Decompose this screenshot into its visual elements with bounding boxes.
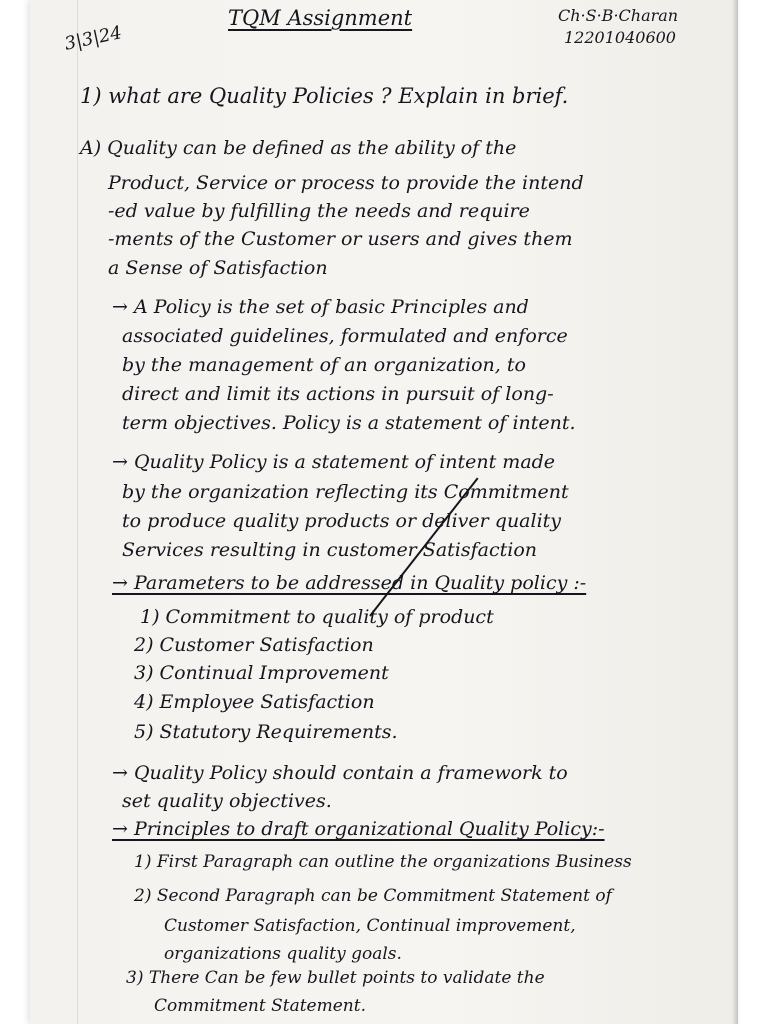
student-name: Ch·S·B·Charan — [558, 6, 679, 25]
parameter-item: 1) Commitment to quality of product — [140, 606, 494, 628]
answer-line: A) Quality can be defined as the ability of the — [80, 137, 517, 159]
parameter-item: 3) Continual Improvement — [134, 662, 389, 684]
notebook-page — [30, 0, 738, 1024]
answer-line: -ments of the Customer or users and gives them — [108, 228, 573, 250]
quality-policy-line: by the organization reflecting its Commitment — [122, 481, 569, 503]
answer-line: Product, Service or process to provide the intend — [108, 172, 584, 194]
policy-line: → A Policy is the set of basic Principles and — [112, 296, 529, 318]
question-text: 1) what are Quality Policies ? Explain in brief. — [80, 84, 569, 108]
assignment-title: TQM Assignment — [228, 6, 413, 30]
principle-item: 2) Second Paragraph can be Commitment Statement of — [134, 886, 612, 906]
framework-line: set quality objectives. — [122, 790, 332, 812]
policy-line: direct and limit its actions in pursuit of long- — [122, 383, 554, 405]
parameter-item: 2) Customer Satisfaction — [134, 634, 374, 656]
policy-line: by the management of an organization, to — [122, 354, 526, 376]
roll-number: 12201040600 — [564, 28, 676, 47]
principles-heading: → Principles to draft organizational Quality Policy:- — [112, 818, 605, 840]
quality-policy-line: → Quality Policy is a statement of intent made — [112, 451, 556, 473]
answer-line: a Sense of Satisfaction — [108, 257, 328, 279]
quality-policy-line: to produce quality products or deliver quality — [122, 510, 562, 532]
policy-line: term objectives. Policy is a statement of intent. — [122, 412, 576, 434]
parameter-item: 5) Statutory Requirements. — [134, 721, 398, 743]
framework-line: → Quality Policy should contain a framework to — [112, 762, 568, 784]
date: 3|3|24 — [62, 22, 124, 55]
page-edge-shadow — [732, 0, 738, 1024]
parameters-heading: → Parameters to be addressed in Quality policy :- — [112, 572, 587, 594]
principle-item: 1) First Paragraph can outline the organizations Business — [134, 852, 632, 872]
principle-item: organizations quality goals. — [164, 944, 402, 964]
parameter-item: 4) Employee Satisfaction — [134, 691, 375, 713]
principle-item: Customer Satisfaction, Continual improvement, — [164, 916, 576, 936]
quality-policy-line: Services resulting in customer Satisfaction — [122, 539, 538, 561]
principle-item: Commitment Statement. — [154, 996, 366, 1016]
policy-line: associated guidelines, formulated and enforce — [122, 325, 568, 347]
principle-item: 3) There Can be few bullet points to validate the — [126, 968, 545, 988]
margin-line — [77, 0, 78, 1024]
answer-line: -ed value by fulfilling the needs and require — [108, 200, 530, 222]
